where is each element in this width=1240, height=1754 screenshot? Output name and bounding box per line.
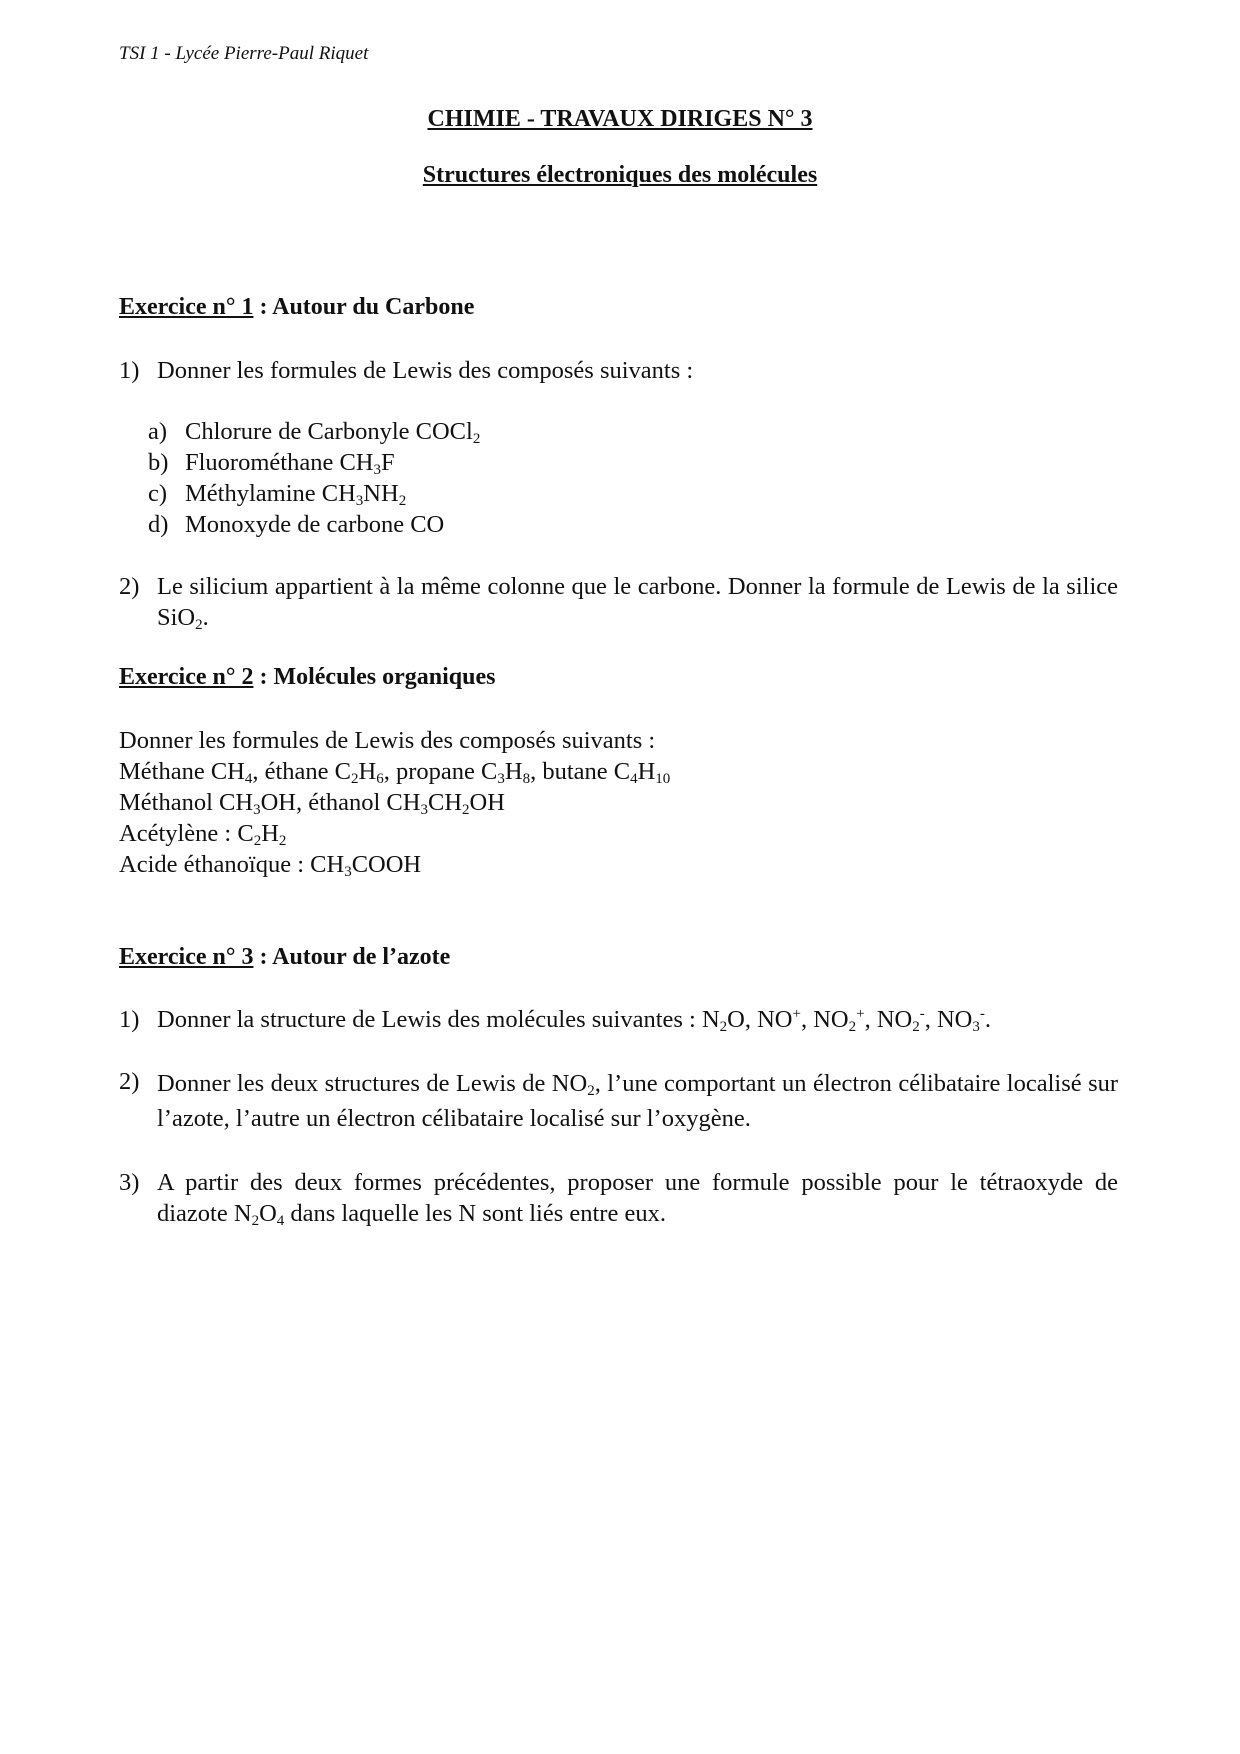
exercise-1-name: Autour du Carbone [272, 294, 475, 320]
page-title: CHIMIE - TRAVAUX DIRIGES N° 3 [427, 106, 813, 132]
ex2-line-alkanes: Méthane $CH_4$, éthane $C_2H_6$, propane $C_3H_8$, butane $C_4H_{10}$ [119, 758, 671, 787]
ex3-question-3: 3) A partir des deux formes précédentes, proposer une formule possible pour le tétraoxyde de diazote $N_2O_4$ dans laquelle les N sont liés entre eux. [119, 1169, 1118, 1229]
exercise-3-heading: Exercice n° 3 : Autour de l’azote [119, 944, 451, 970]
exercise-2-label: Exercice n° 2 [119, 664, 254, 690]
ex1-item-b: b) Fluorométhane $CH_3F$ [148, 449, 395, 478]
ex2-line-acid: Acide éthanoïque : $CH_3COOH$ [119, 851, 422, 880]
ex2-line-acetylene: Acétylène : $C_2H_2$ [119, 820, 287, 849]
ex1-question-2: 2) Le silicium appartient à la même colonne que le carbone. Donner la formule de Lewis de la silice SiO$_2$. [119, 573, 1118, 633]
exercise-3-label: Exercice n° 3 [119, 944, 254, 970]
exercise-2-name: Molécules organiques [273, 664, 496, 690]
ex1-question-1: 1) Donner les formules de Lewis des composés suivants : [119, 357, 694, 384]
exercise-3-name: Autour de l’azote [272, 944, 451, 970]
exercise-1-heading: Exercice n° 1 : Autour du Carbone [119, 294, 475, 320]
page-subtitle: Structures électroniques des molécules [422, 162, 818, 188]
ex2-line-alcohols: Méthanol $CH_3OH$, éthanol $CH_3CH_2OH$ [119, 789, 505, 818]
exercise-2-heading: Exercice n° 2 : Molécules organiques [119, 664, 496, 690]
ex1-item-a: a) Chlorure de Carbonyle COCl$_2$ [148, 418, 481, 447]
exercise-1-label: Exercice n° 1 [119, 294, 254, 320]
ex3-question-1: 1) Donner la structure de Lewis des molécules suivantes : $N_2O$, NO+, $NO_2^+$, $NO_2^-$, $NO_3^-$. [119, 1006, 991, 1035]
ex2-intro: Donner les formules de Lewis des composés suivants : [119, 727, 656, 754]
ex1-item-d: d) Monoxyde de carbone CO [148, 511, 445, 538]
ex3-question-2: 2) Donner les deux structures de Lewis de $NO_2$, l’une comportant un électron célibataire localisé sur l’azote, l’autre un électron célibataire localisé sur l’oxygène. [119, 1068, 1119, 1132]
page-header: TSI 1 - Lycée Pierre-Paul Riquet [119, 43, 369, 64]
ex1-item-c: c) Méthylamine $CH_3NH_2$ [148, 480, 407, 509]
